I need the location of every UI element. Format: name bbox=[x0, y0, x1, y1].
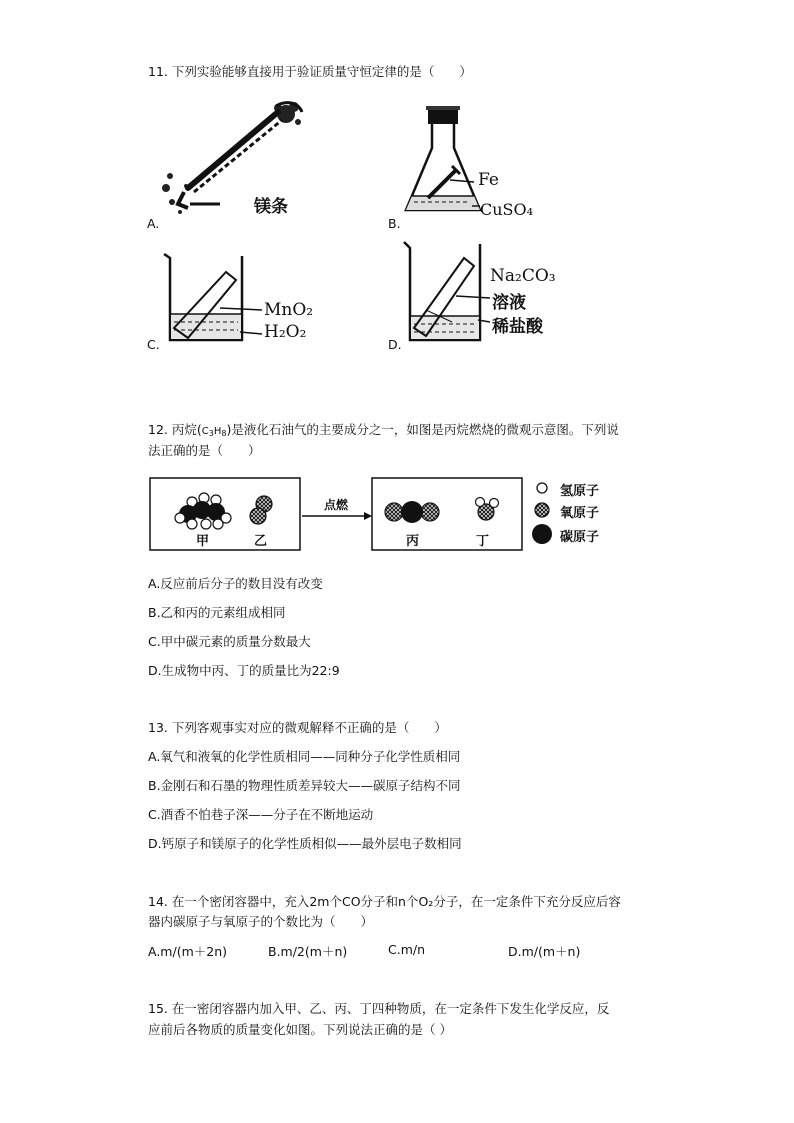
legend-hydrogen-symbol bbox=[537, 483, 547, 493]
legend-oxygen-symbol bbox=[535, 503, 549, 517]
q13-option-b: B.金刚石和石墨的物理性质差异较大——碳原子结构不同 bbox=[148, 778, 461, 793]
oxygen-molecule bbox=[250, 496, 272, 524]
q12-option-b: B.乙和丙的元素组成相同 bbox=[148, 605, 286, 620]
q15-stem-line1: 15. 在一密闭容器内加入甲、乙、丙、丁四种物质，在一定条件下发生化学反应，反 bbox=[148, 1001, 610, 1016]
q14-option-c: C.m/n bbox=[388, 942, 426, 957]
q14-stem-line2: 器内碳原子与氧原子的个数比为（ ） bbox=[148, 914, 374, 929]
q11-option-d-figure bbox=[400, 240, 570, 346]
q11-a-label-magnesium: 镁条 bbox=[254, 197, 288, 217]
q11-option-a-letter: A. bbox=[147, 216, 160, 231]
legend-hydrogen-label: 氢原子 bbox=[560, 484, 600, 499]
q11-option-c-figure bbox=[160, 250, 330, 346]
q14-option-b: B.m/2(m＋n) bbox=[268, 944, 348, 959]
q11-option-b-figure bbox=[400, 104, 570, 224]
q11-stem: 11. 下列实验能够直接用于验证质量守恒定律的是（ ） bbox=[148, 64, 472, 79]
q14-option-d: D.m/(m＋n) bbox=[508, 944, 581, 959]
magnesium-burning-illustration bbox=[158, 92, 318, 222]
q11-d-label-na2co3: Na₂CO₃ bbox=[490, 266, 556, 286]
propane-combustion-svg bbox=[148, 472, 618, 554]
q12-option-c: C.甲中碳元素的质量分数最大 bbox=[148, 634, 311, 649]
beaker-na2co3-hcl-illustration bbox=[400, 240, 570, 346]
q11-option-c-letter: C. bbox=[147, 337, 160, 352]
label-bing: 丙 bbox=[406, 534, 420, 549]
q13-option-d: D.钙原子和镁原子的化学性质相似——最外层电子数相同 bbox=[148, 836, 462, 851]
q12-option-a: A.反应前后分子的数目没有改变 bbox=[148, 576, 323, 591]
legend-oxygen-label: 氧原子 bbox=[560, 506, 600, 521]
q11-b-label-cuso4: CuSO₄ bbox=[480, 200, 534, 219]
carbon-dioxide-molecule bbox=[385, 501, 439, 523]
q12-stem-line1 bbox=[148, 420, 619, 438]
water-molecule bbox=[476, 498, 499, 521]
q11-option-a-figure bbox=[158, 92, 318, 222]
q12-formula-h-sub: 8 bbox=[221, 429, 227, 438]
q11-option-b-letter: B. bbox=[388, 216, 401, 231]
q11-d-label-dilute-hcl: 稀盐酸 bbox=[492, 317, 543, 337]
q12-formula-c: C bbox=[201, 426, 209, 437]
q12-stem-line2: 法正确的是（ ） bbox=[148, 443, 261, 458]
q11-option-d-letter: D. bbox=[388, 337, 402, 352]
arrow-label-ignite: 点燃 bbox=[324, 498, 349, 512]
q13-stem: 13. 下列客观事实对应的微观解释不正确的是（ ） bbox=[148, 720, 447, 735]
label-yi: 乙 bbox=[254, 534, 268, 549]
label-ding: 丁 bbox=[476, 534, 490, 549]
propane-molecule bbox=[175, 493, 231, 529]
q13-option-a: A.氧气和液氧的化学性质相同——同种分子化学性质相同 bbox=[148, 749, 461, 764]
q11-d-label-solution: 溶液 bbox=[492, 293, 526, 313]
q11-b-label-fe: Fe bbox=[478, 170, 499, 190]
q12-option-d: D.生成物中丙、丁的质量比为22:9 bbox=[148, 663, 340, 678]
legend-carbon-label: 碳原子 bbox=[560, 530, 600, 545]
q11-c-label-h2o2: H₂O₂ bbox=[264, 322, 307, 342]
q12-stem-post: )是液化石油气的主要成分之一，如图是丙烷燃烧的微观示意图。下列说 bbox=[226, 422, 619, 437]
q13-option-c: C.酒香不怕巷子深——分子在不断地运动 bbox=[148, 807, 374, 822]
q12-formula-h: H bbox=[213, 426, 222, 437]
label-jia: 甲 bbox=[196, 534, 210, 549]
q11-c-label-mno2: MnO₂ bbox=[264, 300, 314, 320]
q12-formula-c-sub: 3 bbox=[208, 429, 214, 438]
q12-stem-pre: 12. 丙烷( bbox=[148, 422, 202, 437]
q12-combustion-diagram bbox=[148, 472, 618, 554]
q14-stem-line1: 14. 在一个密闭容器中，充入2m个CO分子和n个O₂分子，在一定条件下充分反应后容 bbox=[148, 894, 621, 909]
legend-carbon-symbol bbox=[532, 524, 552, 544]
q15-stem-line2: 应前后各物质的质量变化如图。下列说法正确的是（ ） bbox=[148, 1022, 452, 1037]
q14-option-a: A.m/(m＋2n) bbox=[148, 944, 227, 959]
